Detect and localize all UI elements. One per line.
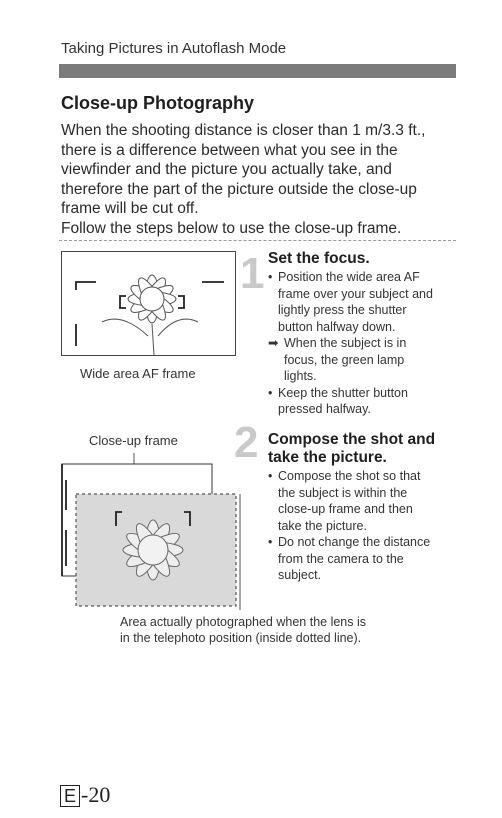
bullet-line: lightly press the shutter (278, 303, 407, 317)
flower-illustration-icon (62, 252, 235, 355)
bullet-marker: • (268, 535, 273, 549)
bullet-line: Compose the shot so that (278, 469, 421, 483)
step-1-bullet (268, 385, 458, 418)
intro-line: When the shooting distance is closer than 1 m/3.3 ft., (61, 122, 426, 139)
bullet-line: button halfway down. (278, 319, 396, 334)
header-bar (59, 64, 456, 78)
section-divider (59, 240, 456, 241)
wide-area-af-caption: Wide area AF frame (80, 366, 196, 381)
bullet-line: Keep the shutter button (278, 385, 408, 400)
arrow-right-icon: ➡ (268, 336, 279, 350)
bullet-line: subject. (278, 568, 322, 582)
page-letter-badge: E (60, 785, 80, 807)
wide-area-af-figure (61, 251, 236, 356)
page-number-value: -20 (81, 782, 111, 807)
step-2-title-line: take the picture. (268, 449, 387, 466)
intro-line: Follow the steps below to use the close-up frame. (61, 219, 402, 237)
step-1-number: 1 (240, 249, 265, 298)
section-header: Taking Pictures in Autoflash Mode (61, 40, 287, 57)
step-1-bullet (268, 269, 458, 335)
intro-paragraph (61, 121, 456, 238)
closeup-frame-caption: Close-up frame (89, 433, 178, 448)
bullet-marker: • (268, 270, 273, 284)
intro-line: viewfinder and the picture you actually take, and (61, 161, 392, 178)
intro-line: therefore the part of the picture outside the close-up (61, 180, 417, 198)
bullet-line: Do not change the distance (278, 535, 431, 549)
page-number (60, 782, 110, 808)
note-line: in the telephoto position (inside dotted line). (120, 631, 362, 645)
bullet-marker: • (268, 469, 273, 483)
intro-line: there is a difference between what you see in the (61, 141, 398, 159)
bullet-line: close-up frame and then (278, 502, 413, 516)
bullet-line: focus, the green lamp (284, 352, 405, 367)
closeup-frame-figure (58, 450, 250, 612)
bullet-line: lights. (284, 369, 317, 383)
step-2-bullet (268, 534, 458, 584)
step-2-title-line: Compose the shot and (268, 431, 436, 448)
bullet-marker: • (268, 385, 273, 400)
bullet-line: from the camera to the (278, 551, 404, 566)
bullet-line: Position the wide area AF (278, 270, 420, 284)
photographed-area-note (120, 614, 420, 646)
step-2 (268, 431, 458, 584)
bullet-line: take the picture. (278, 518, 367, 533)
bullet-line: the subject is within the (278, 485, 408, 500)
bullet-line: frame over your subject and (278, 286, 433, 301)
note-line: Area actually photographed when the lens is (120, 615, 366, 629)
step-1 (268, 250, 458, 418)
bullet-line: When the subject is in (284, 336, 407, 350)
step-1-result (268, 335, 458, 385)
step-1-title: Set the focus. (268, 250, 370, 267)
intro-line: frame will be cut off. (61, 200, 199, 217)
step-2-bullet (268, 468, 458, 534)
page-title: Close-up Photography (61, 93, 254, 113)
bullet-line: pressed halfway. (278, 402, 371, 416)
step-2-number: 2 (234, 418, 259, 467)
